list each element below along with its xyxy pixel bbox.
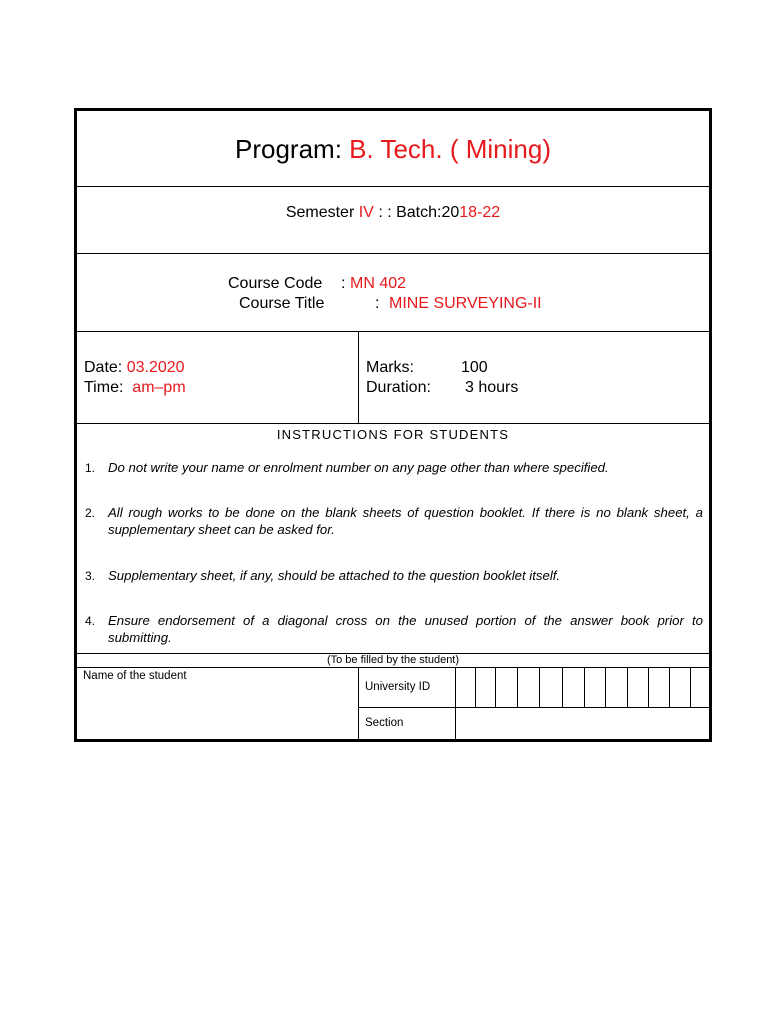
instruction-item — [85, 504, 703, 538]
section-label: Section — [365, 717, 404, 729]
university-id-box-divider — [539, 667, 540, 707]
program-value: B. Tech. ( Mining) — [349, 134, 551, 164]
course-code-value: MN 402 — [350, 275, 407, 292]
university-id-box-divider — [495, 667, 496, 707]
student-name-label: Name of the student — [83, 670, 187, 682]
duration-label: Duration: — [366, 379, 431, 396]
divider — [77, 186, 709, 187]
batch-label: Batch: — [396, 204, 442, 221]
semester-value: IV — [358, 204, 374, 221]
date-row — [84, 359, 185, 377]
university-id-box-divider — [584, 667, 585, 707]
university-id-box-divider — [669, 667, 670, 707]
university-id-box-divider — [648, 667, 649, 707]
batch-prefix: 20 — [441, 204, 460, 221]
instruction-number: 3. — [85, 569, 96, 583]
instruction-item — [85, 459, 703, 476]
instruction-number: 2. — [85, 506, 96, 520]
divider-vertical — [455, 667, 456, 742]
instruction-item — [85, 567, 703, 584]
marks-label: Marks: — [366, 359, 414, 376]
instruction-text: Supplementary sheet, if any, should be attached to the question booklet itself. — [108, 568, 561, 583]
divider — [358, 707, 709, 708]
instruction-text: Ensure endorsement of a diagonal cross on the unused portion of the answer book prior to submitting. — [108, 613, 703, 645]
batch-value: 18-22 — [459, 204, 501, 221]
fill-note: (To be filled by the student) — [326, 654, 460, 666]
program-label: Program: — [235, 134, 342, 164]
marks-value: 100 — [461, 359, 488, 376]
divider — [77, 423, 709, 424]
semester-batch-row — [77, 204, 709, 222]
university-id-box-divider — [690, 667, 691, 707]
duration-value: 3 hours — [465, 379, 519, 396]
course-code-label: Course Code — [228, 275, 323, 292]
divider — [77, 253, 709, 254]
semester-separator: : : — [378, 204, 392, 221]
time-row — [84, 379, 186, 397]
divider — [77, 667, 709, 668]
university-id-box-divider — [517, 667, 518, 707]
course-code-sep: : — [341, 275, 346, 292]
instruction-text: All rough works to be done on the blank sheets of question booklet. If there is no blank sheet, a supplementary sheet can be asked for. — [108, 505, 703, 537]
university-id-box-divider — [605, 667, 606, 707]
university-id-label: University ID — [365, 681, 431, 693]
date-value: 03.2020 — [126, 359, 185, 376]
semester-label: Semester — [285, 204, 355, 221]
instruction-number: 1. — [85, 461, 96, 475]
university-id-box-divider — [562, 667, 563, 707]
instructions-heading: INSTRUCTIONS FOR STUDENTS — [276, 427, 510, 442]
divider-vertical — [358, 331, 359, 423]
university-id-box-divider — [475, 667, 476, 707]
time-value: am–pm — [132, 379, 186, 396]
instruction-text: Do not write your name or enrolment number on any page other than where specified. — [108, 460, 609, 475]
instruction-item — [85, 612, 703, 646]
divider — [77, 331, 709, 332]
time-label: Time: — [84, 379, 124, 396]
course-title-label: Course Title — [239, 295, 325, 312]
course-title-sep: : — [375, 295, 380, 312]
program-title — [77, 134, 709, 165]
divider-vertical — [358, 667, 359, 742]
university-id-box-divider — [627, 667, 628, 707]
date-label: Date: — [84, 359, 123, 376]
exam-cover-sheet — [74, 108, 712, 742]
instruction-number: 4. — [85, 614, 96, 628]
course-title-value: MINE SURVEYING-II — [389, 295, 542, 312]
